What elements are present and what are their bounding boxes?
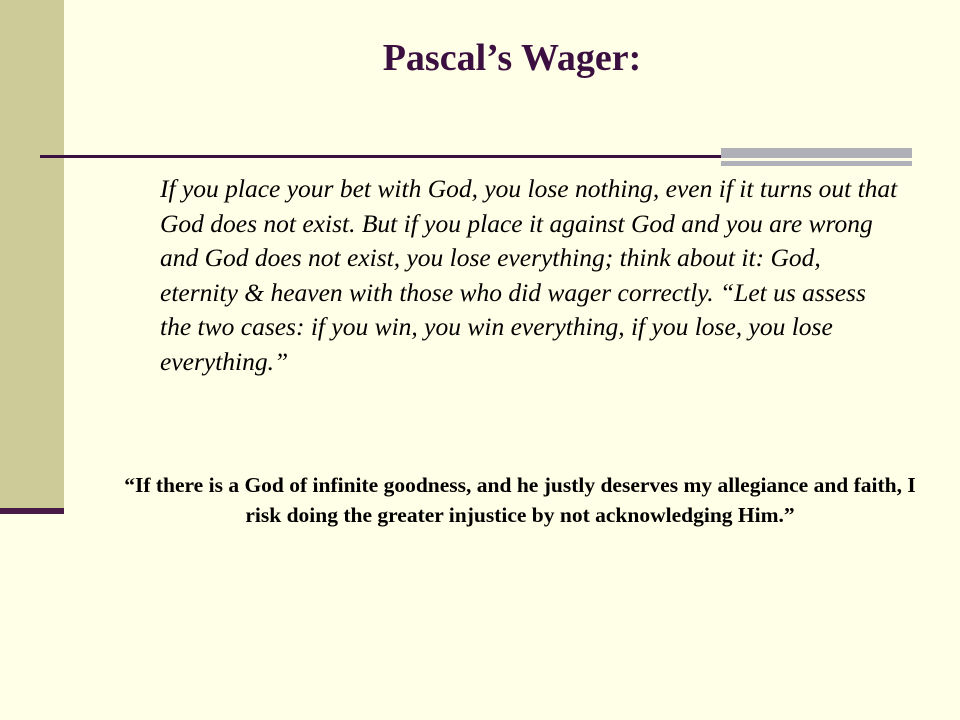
divider-gray-accent-gap [721,158,912,161]
divider-gray-accent [721,148,912,166]
slide-title: Pascal’s Wager: [382,37,642,79]
body-paragraph: If you place your bet with God, you lose nothing, even if it turns out that God does not exist. But if you place it against God and you are wrong and God does not exist, you lose everything; think about it: God, eternity & heaven with those who did wager correctly. “Let us assess the two cases: if you win, you win everything, if you lose, you lose everything.” [160,174,898,376]
left-decorative-bar [0,0,64,512]
pascal-quote: “If there is a God of infinite goodness, and he justly deserves my allegiance and faith, I risk doing the greater injustice by not acknowledging Him.” [124,473,916,527]
left-bar-accent-line [0,508,64,514]
